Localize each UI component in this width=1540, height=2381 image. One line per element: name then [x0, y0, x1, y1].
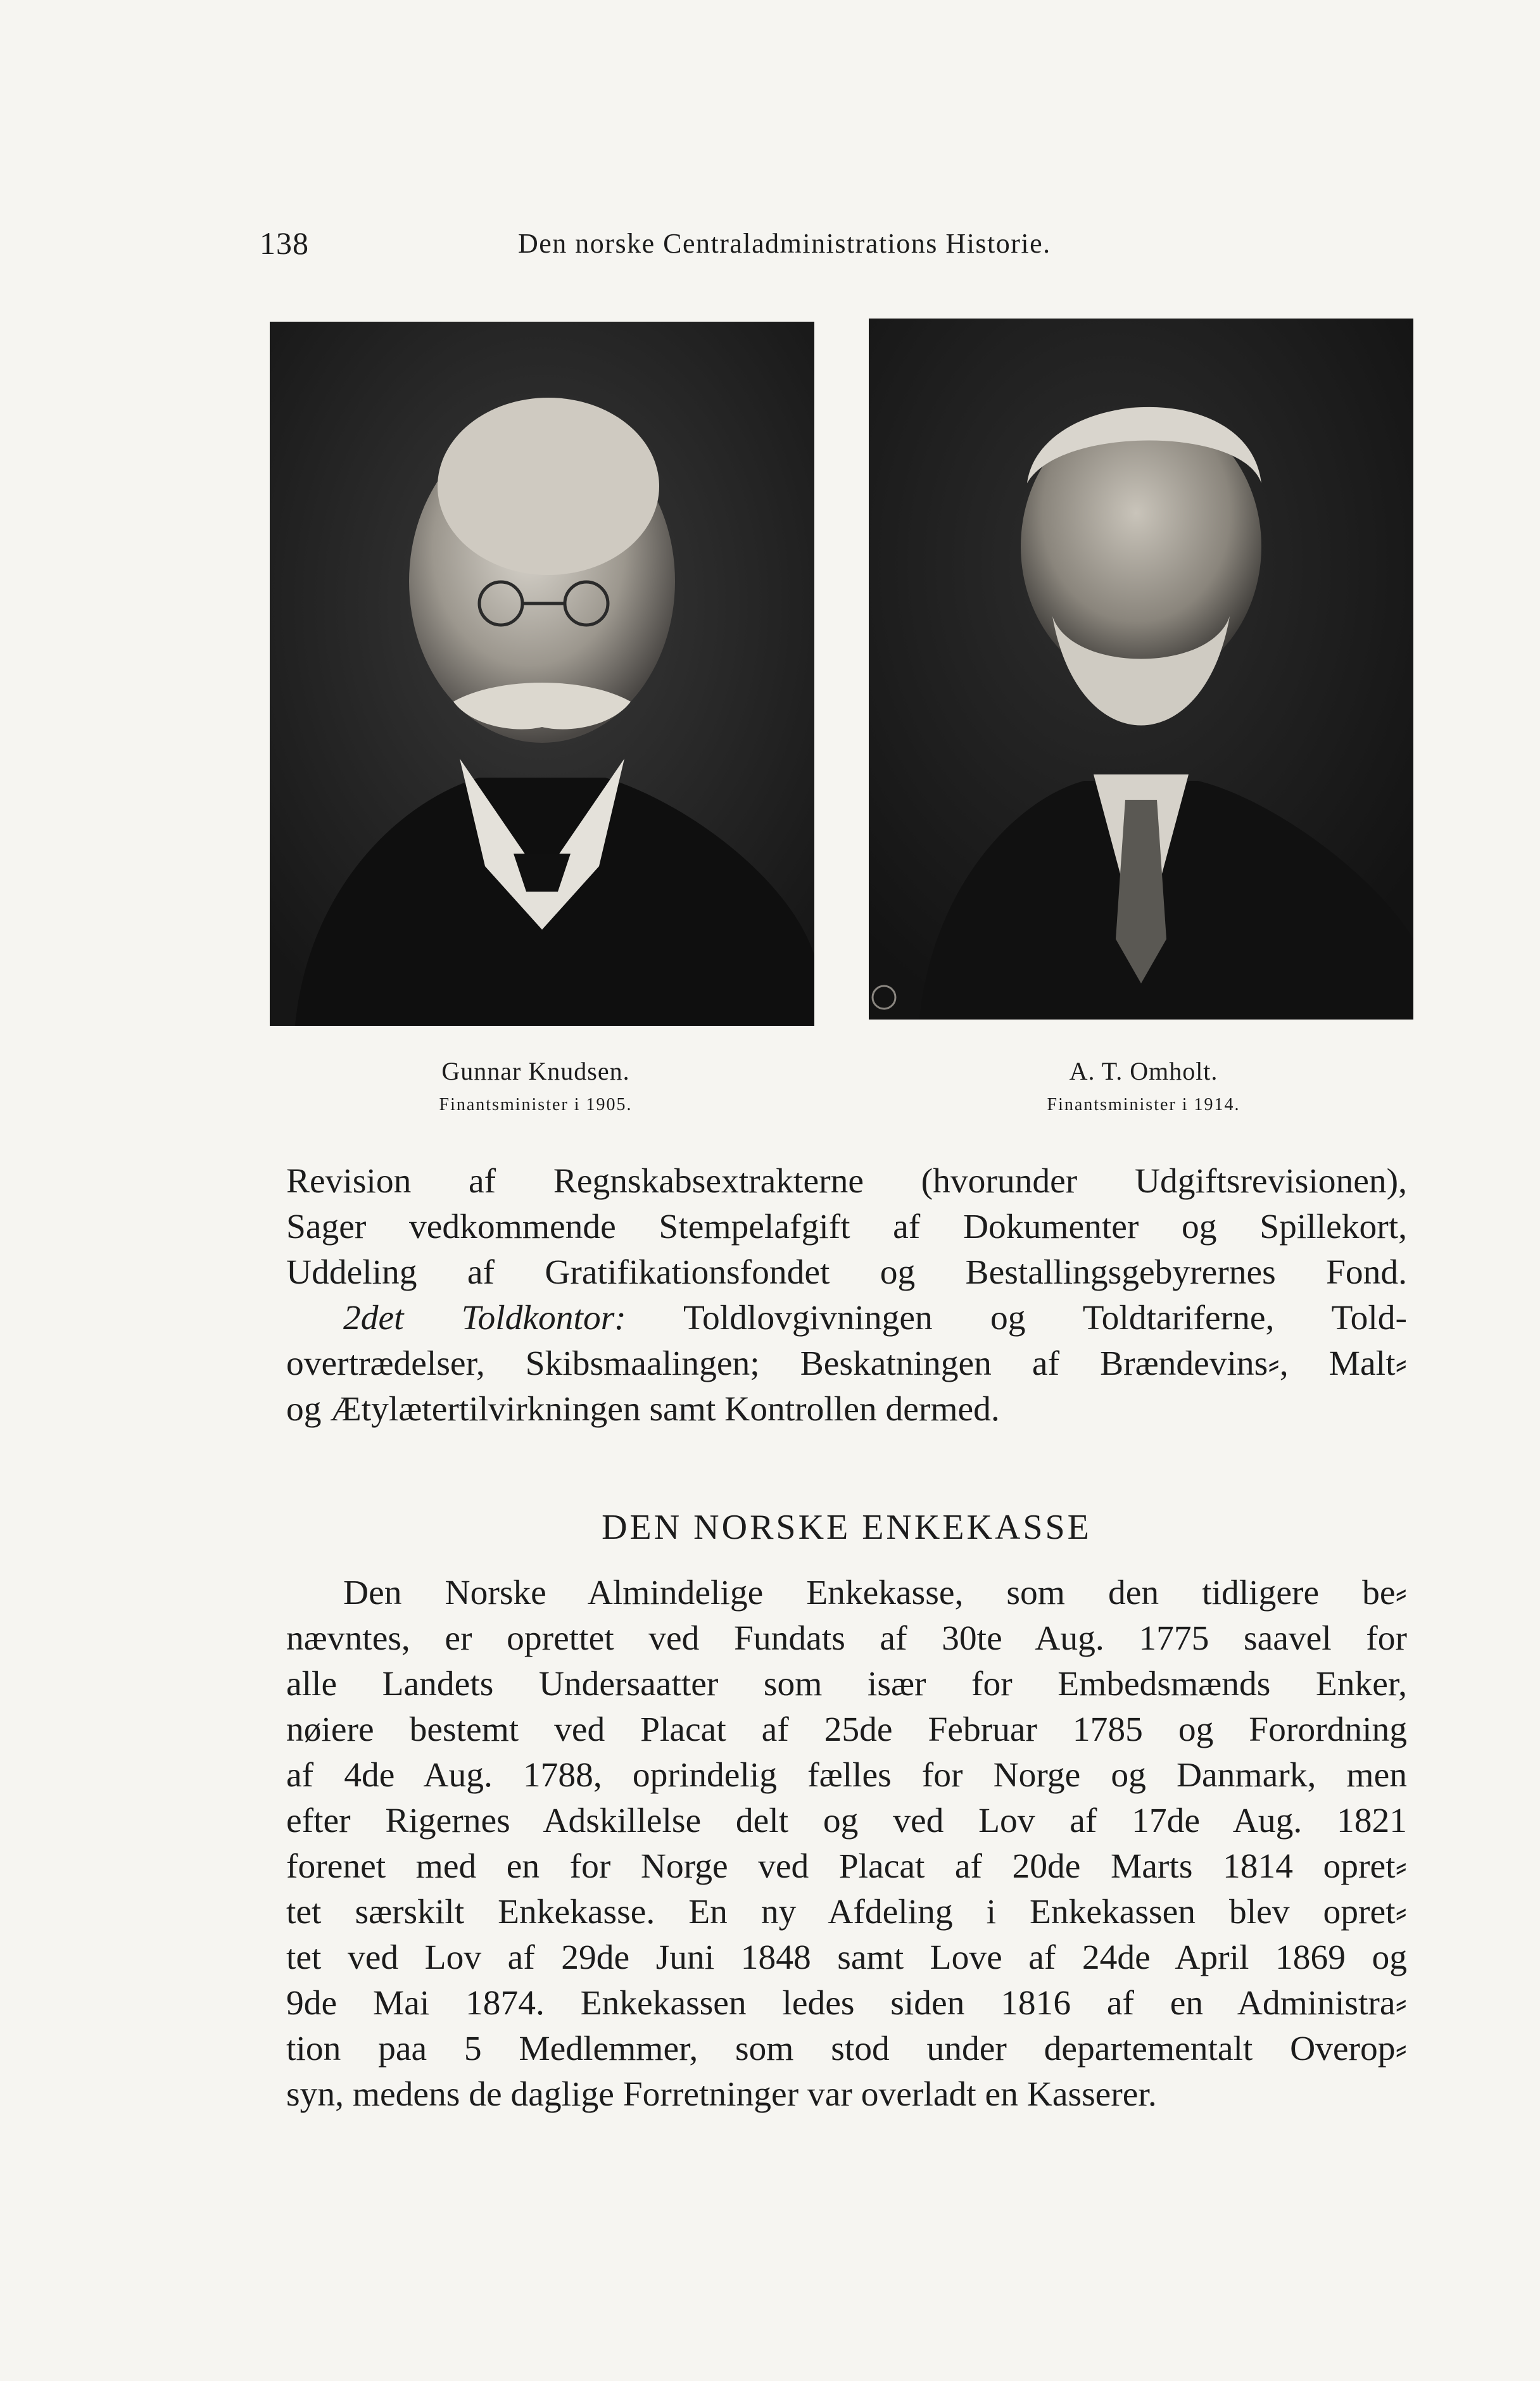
body-text-upper: [286, 1159, 1407, 1432]
portrait-illustration-left: [270, 322, 814, 1026]
text-line: Uddeling af Gratifikationsfondet og Bestallingsgebyrernes Fond.: [286, 1253, 1407, 1292]
text-line: Sager vedkommende Stempelafgift af Dokumenter og Spillekort,: [286, 1208, 1407, 1246]
text-line: Revision af Regnskabsextrakterne (hvorunder Udgiftsrevisionen),: [286, 1162, 1407, 1201]
text-line: Den Norske Almindelige Enkekasse, som den tidligere be⸗: [343, 1574, 1407, 1612]
text-line: tet særskilt Enkekasse. En ny Afdeling i Enkekassen blev opret⸗: [286, 1893, 1407, 1931]
page-number: 138: [260, 225, 309, 261]
portrait-role-left: Finantsminister i 1905.: [439, 1095, 633, 1115]
portrait-name-left: Gunnar Knudsen.: [441, 1057, 630, 1085]
text-line: og Ætylætertilvirkningen samt Kontrollen dermed.: [286, 1390, 1000, 1429]
body-text-enkekasse: [286, 1570, 1407, 2118]
portrait-name-right: A. T. Omholt.: [1069, 1057, 1218, 1085]
section-heading: DEN NORSKE ENKEKASSE: [602, 1508, 1092, 1547]
running-title: Den norske Centraladministrations Historie.: [518, 228, 1051, 259]
toldkontor-text: Toldlovgivningen og Toldtariferne, Told-: [683, 1299, 1407, 1337]
text-line: nævntes, er oprettet ved Fundats af 30te Aug. 1775 saavel for: [286, 1619, 1407, 1658]
text-line: syn, medens de daglige Forretninger var overladt en Kasserer.: [286, 2075, 1157, 2114]
text-line: efter Rigernes Adskillelse delt og ved Lov af 17de Aug. 1821: [286, 1802, 1407, 1840]
portrait-illustration-right: [869, 319, 1413, 1020]
text-line: 9de Mai 1874. Enkekassen ledes siden 1816 af en Administra⸗: [286, 1984, 1407, 2023]
portrait-caption-left: [358, 1056, 713, 1115]
running-head: [260, 225, 1171, 269]
toldkontor-label: 2det Toldkontor:: [343, 1299, 626, 1337]
text-line: tet ved Lov af 29de Juni 1848 samt Love af 24de April 1869 og: [286, 1938, 1407, 1977]
portrait-photo-left: [270, 322, 814, 1026]
portrait-photo-right: [869, 319, 1413, 1020]
portrait-role-right: Finantsminister i 1914.: [1047, 1095, 1240, 1115]
text-line: forenet med en for Norge ved Placat af 20de Marts 1814 opret⸗: [286, 1847, 1407, 1886]
text-line: tion paa 5 Medlemmer, som stod under departementalt Overop⸗: [286, 2030, 1407, 2068]
text-line: af 4de Aug. 1788, oprindelig fælles for Norge og Danmark, men: [286, 1756, 1407, 1795]
text-line: nøiere bestemt ved Placat af 25de Februar 1785 og Forordning: [286, 1710, 1407, 1749]
portrait-caption-right: [966, 1056, 1321, 1115]
text-line: overtrædelser, Skibsmaalingen; Beskatningen af Brændevins⸗, Malt⸗: [286, 1344, 1407, 1383]
text-line: alle Landets Undersaatter som især for Embedsmænds Enker,: [286, 1665, 1407, 1703]
text-line-toldkontor: [286, 1296, 1407, 1341]
